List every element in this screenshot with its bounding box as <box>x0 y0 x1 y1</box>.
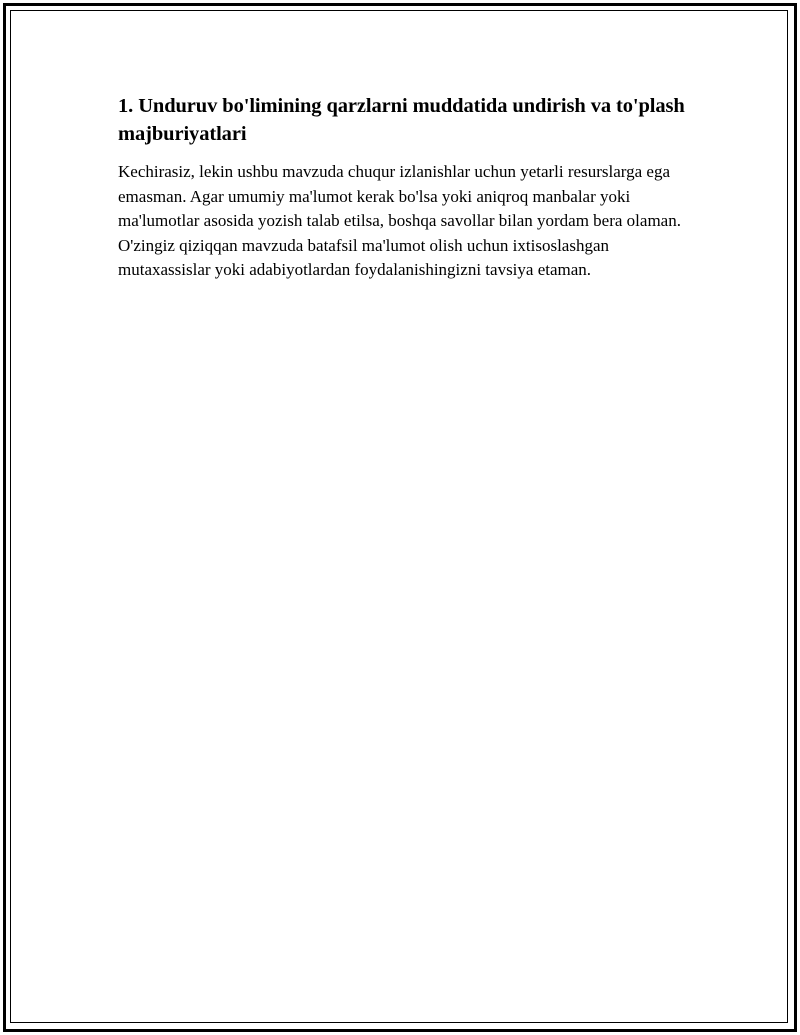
section-heading: 1. Unduruv bo'limining qarzlarni muddatida undirish va to'plash majburiyatlari <box>118 95 685 145</box>
body-paragraph: Kechirasiz, lekin ushbu mavzuda chuqur izlanishlar uchun yetarli resurslarga ega emasman. Agar umumiy ma'lumot kerak bo'lsa yoki aniqroq manbalar yoki ma'lumotlar asosida yozish talab etilsa, boshqa savollar bilan yordam bera olaman. O'zingiz qiziqqan mavzuda batafsil ma'lumot olish uchun ixtisoslashgan mutaxassislar yoki adabiyotlardan foydalanishingizni tavsiya etaman. <box>118 162 681 279</box>
document-content <box>118 92 688 283</box>
